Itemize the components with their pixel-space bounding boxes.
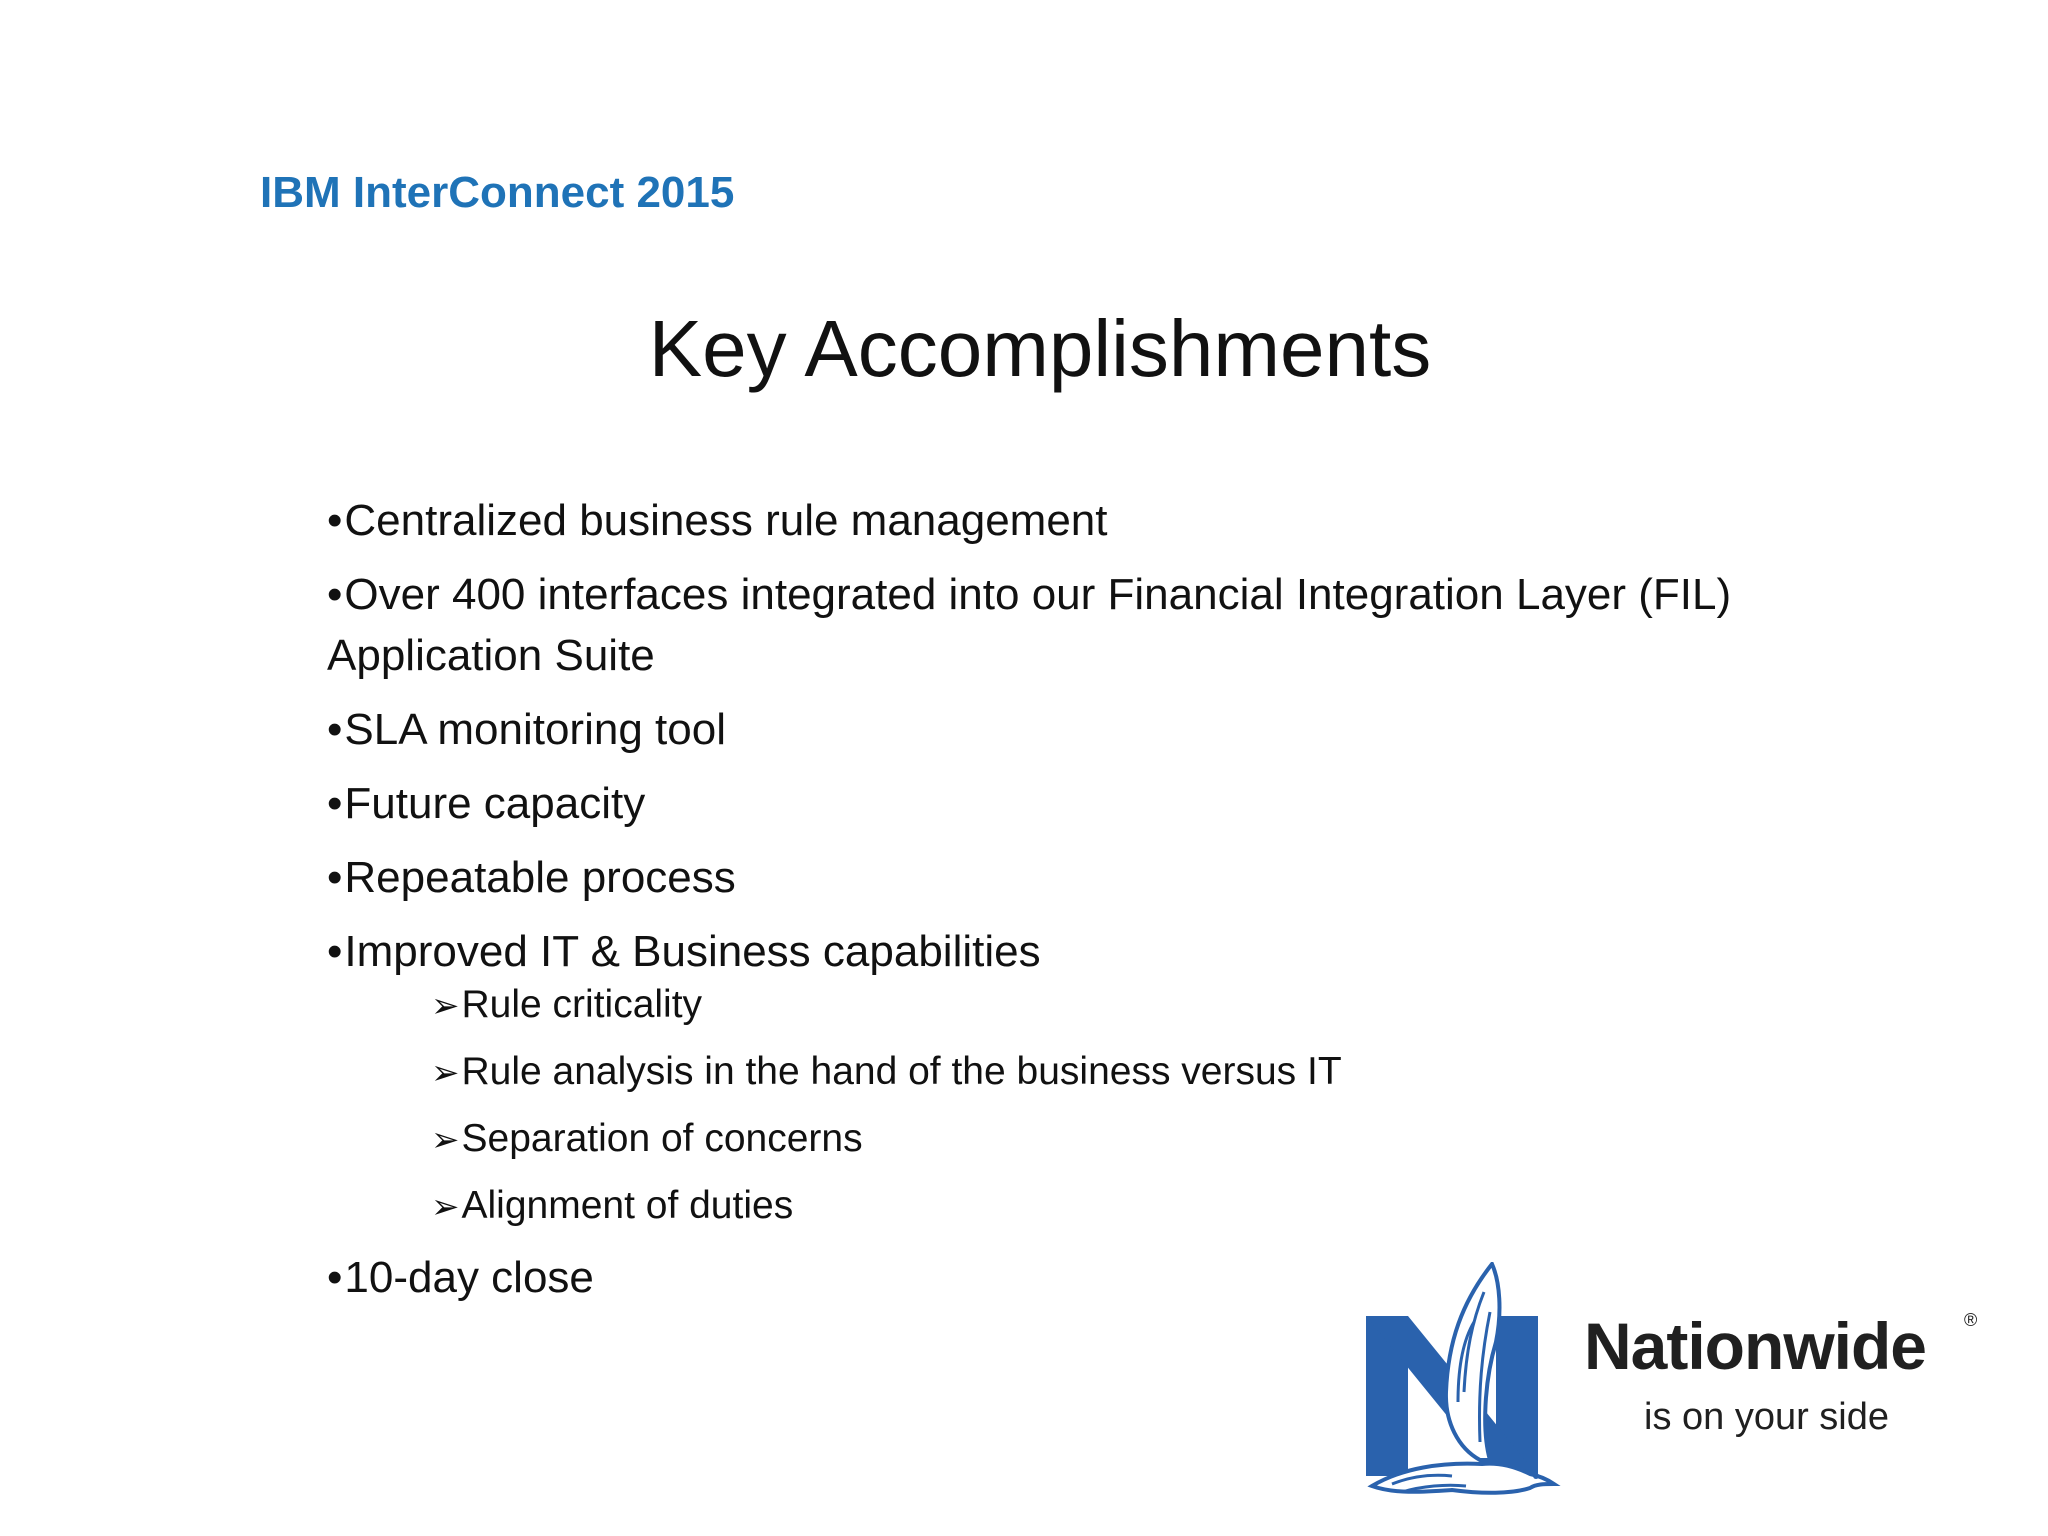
brand-tagline: is on your side bbox=[1644, 1396, 1890, 1438]
bullet-marker: • bbox=[327, 1253, 343, 1302]
bullet-marker: • bbox=[327, 927, 343, 976]
bullet-text: Future capacity bbox=[344, 779, 646, 828]
conference-header: IBM InterConnect 2015 bbox=[260, 168, 735, 217]
bullet-item bbox=[327, 564, 1767, 686]
sub-bullet-item bbox=[431, 1046, 1767, 1099]
bullet-item bbox=[327, 699, 1767, 760]
bullet-marker: • bbox=[327, 779, 343, 828]
bullet-text: SLA monitoring tool bbox=[344, 705, 726, 754]
arrow-bullet-icon: ➢ bbox=[431, 1121, 460, 1159]
sub-bullet-text: Alignment of duties bbox=[461, 1184, 794, 1227]
bullet-text: Repeatable process bbox=[344, 853, 736, 902]
sub-bullet-text: Separation of concerns bbox=[461, 1117, 863, 1160]
bullet-marker: • bbox=[327, 705, 343, 754]
bullet-text: Over 400 interfaces integrated into our Financial Integration Layer (FIL) Application Suite bbox=[327, 570, 1732, 680]
bullet-item bbox=[327, 773, 1767, 834]
slide-title: Key Accomplishments bbox=[648, 304, 1432, 393]
bullet-marker: • bbox=[327, 496, 343, 545]
bullet-text: 10-day close bbox=[344, 1253, 594, 1302]
sub-bullet-text: Rule analysis in the hand of the business versus IT bbox=[461, 1050, 1342, 1093]
sub-bullet-text: Rule criticality bbox=[461, 983, 703, 1026]
bullet-text: Centralized business rule management bbox=[344, 496, 1108, 545]
sub-bullet-item bbox=[431, 979, 1767, 1032]
arrow-bullet-icon: ➢ bbox=[431, 1188, 460, 1226]
sub-bullet-item bbox=[431, 1113, 1767, 1166]
bullet-item bbox=[327, 490, 1767, 551]
bullet-item bbox=[327, 921, 1767, 1233]
bullet-list bbox=[327, 490, 1767, 1321]
bullet-marker: • bbox=[327, 570, 343, 619]
nationwide-logo bbox=[1362, 1262, 2002, 1502]
arrow-bullet-icon: ➢ bbox=[431, 987, 460, 1025]
nationwide-eagle-n-logo-icon bbox=[1362, 1262, 1562, 1502]
arrow-bullet-icon: ➢ bbox=[431, 1054, 460, 1092]
bullet-item bbox=[327, 847, 1767, 908]
sub-bullet-item bbox=[431, 1180, 1767, 1233]
sub-bullet-list bbox=[327, 979, 1767, 1233]
bullet-marker: • bbox=[327, 853, 343, 902]
bullet-text: Improved IT & Business capabilities bbox=[344, 927, 1041, 976]
brand-name: Nationwide bbox=[1584, 1309, 1927, 1383]
registered-mark: ® bbox=[1964, 1310, 1978, 1330]
